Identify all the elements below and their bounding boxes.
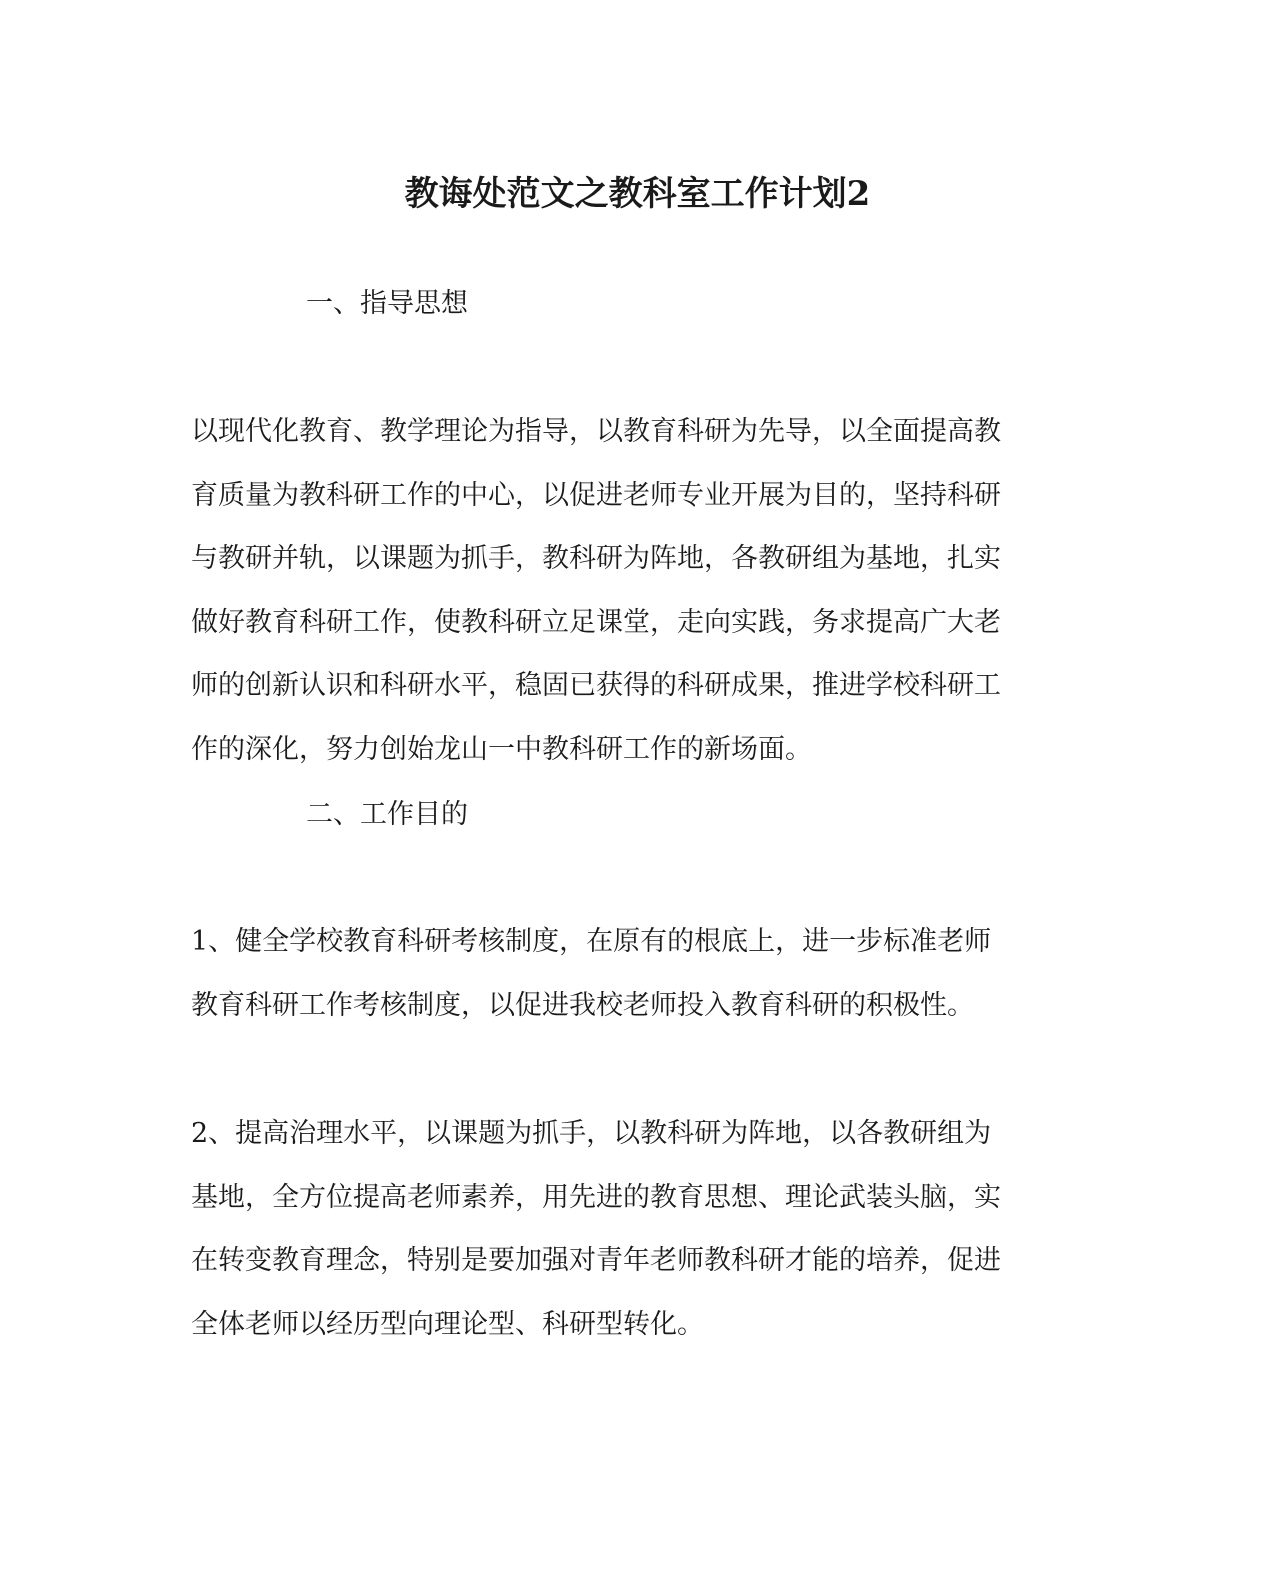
paragraph-line: 基地，全方位提高老师素养，用先进的教育思想、理论武装头脑，实 <box>191 1181 1001 1213</box>
section-heading-work-goals: 二、工作目的 <box>306 799 468 830</box>
paragraph-line: 全体老师以经历型向理论型、科研型转化。 <box>191 1308 704 1340</box>
paragraph-line: 师的创新认识和科研水平，稳固已获得的科研成果，推进学校科研工 <box>191 670 1001 701</box>
paragraph-line: 教育科研工作考核制度，以促进我校老师投入教育科研的积极性。 <box>191 989 974 1021</box>
paragraph-line: 作的深化，努力创始龙山一中教科研工作的新场面。 <box>191 733 812 765</box>
document-title: 教诲处范文之教科室工作计划2 <box>404 174 871 214</box>
paragraph-line: 2、提高治理水平，以课题为抓手，以教科研为阵地，以各教研组为 <box>191 1118 992 1149</box>
paragraph-goal-2 <box>191 1102 1051 1356</box>
paragraph-line: 与教研并轨，以课题为抓手，教科研为阵地，各教研组为基地，扎实 <box>191 543 1001 574</box>
paragraph-line: 以现代化教育、教学理论为指导，以教育科研为先导，以全面提高教 <box>191 416 1001 447</box>
paragraph-line: 做好教育科研工作，使教科研立足课堂，走向实践，务求提高广大老 <box>191 606 1001 638</box>
paragraph-line: 1、健全学校教育科研考核制度，在原有的根底上，进一步标准老师 <box>191 926 992 957</box>
paragraph-guiding-ideology <box>191 400 1051 781</box>
paragraph-line: 育质量为教科研工作的中心，以促进老师专业开展为目的，坚持科研 <box>191 479 1001 511</box>
section-heading-guiding-ideology: 一、指导思想 <box>306 288 468 319</box>
paragraph-goal-1 <box>191 910 1051 1037</box>
paragraph-line: 在转变教育理念，特别是要加强对青年老师教科研才能的培养，促进 <box>191 1245 1001 1276</box>
